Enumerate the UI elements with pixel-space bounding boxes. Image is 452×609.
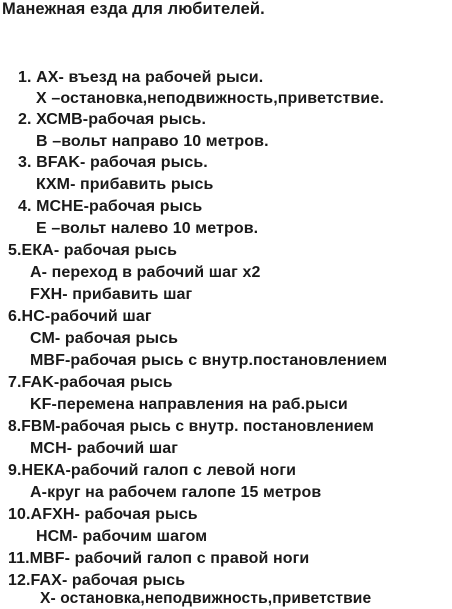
exercise-line-5: 3. BFAK- рабочая рысь. — [18, 154, 208, 171]
exercise-line-10: А- переход в рабочий шаг x2 — [30, 264, 261, 281]
exercise-line-14: МВF-рабочая рысь с внутр.постановлением — [30, 352, 388, 369]
exercise-line-19: 9.НЕКА-рабочий галоп с левой ноги — [8, 462, 297, 479]
exercise-line-15: 7.FAK-рабочая рысь — [8, 374, 173, 391]
exercise-line-9: 5.ЕКА- рабочая рысь — [8, 242, 178, 259]
exercise-line-7: 4. МСНЕ-рабочая рысь — [18, 198, 203, 215]
exercise-line-12: 6.НС-рабочий шаг — [8, 308, 152, 325]
exercise-line-18: МСН- рабочий шаг — [30, 440, 179, 457]
exercise-line-3: 2. ХСМВ-рабочая рысь. — [18, 111, 207, 128]
exercise-line-17: 8.FBM-рабочая рысь с внутр. постановлением — [8, 418, 374, 435]
exercise-line-25: Х- остановка,неподвижность,приветствие — [40, 590, 372, 607]
exercise-line-13: СМ- рабочая рысь — [30, 330, 179, 347]
exercise-line-8: Е –вольт налево 10 метров. — [36, 220, 259, 237]
exercise-line-16: KF-перемена направления на раб.рыси — [30, 396, 348, 413]
exercise-line-2: Х –остановка,неподвижность,приветствие. — [36, 90, 384, 107]
exercise-line-6: КХМ- прибавить рысь — [36, 176, 214, 193]
exercise-line-11: FXH- прибавить шаг — [30, 286, 193, 303]
exercise-line-23: 11.МВF- рабочий галоп с правой ноги — [8, 550, 310, 567]
exercise-line-22: НСМ- рабочим шагом — [36, 528, 208, 545]
exercise-line-21: 10.AFXH- рабочая рысь — [8, 506, 198, 523]
exercise-line-24: 12.FAX- рабочая рысь — [8, 572, 186, 589]
exercise-line-4: В –вольт направо 10 метров. — [36, 133, 269, 150]
exercise-line-1: 1. АХ- въезд на рабочей рыси. — [18, 69, 264, 86]
exercise-line-20: А-круг на рабочем галопе 15 метров — [30, 484, 322, 501]
document-title: Манежная езда для любителей. — [2, 0, 265, 18]
